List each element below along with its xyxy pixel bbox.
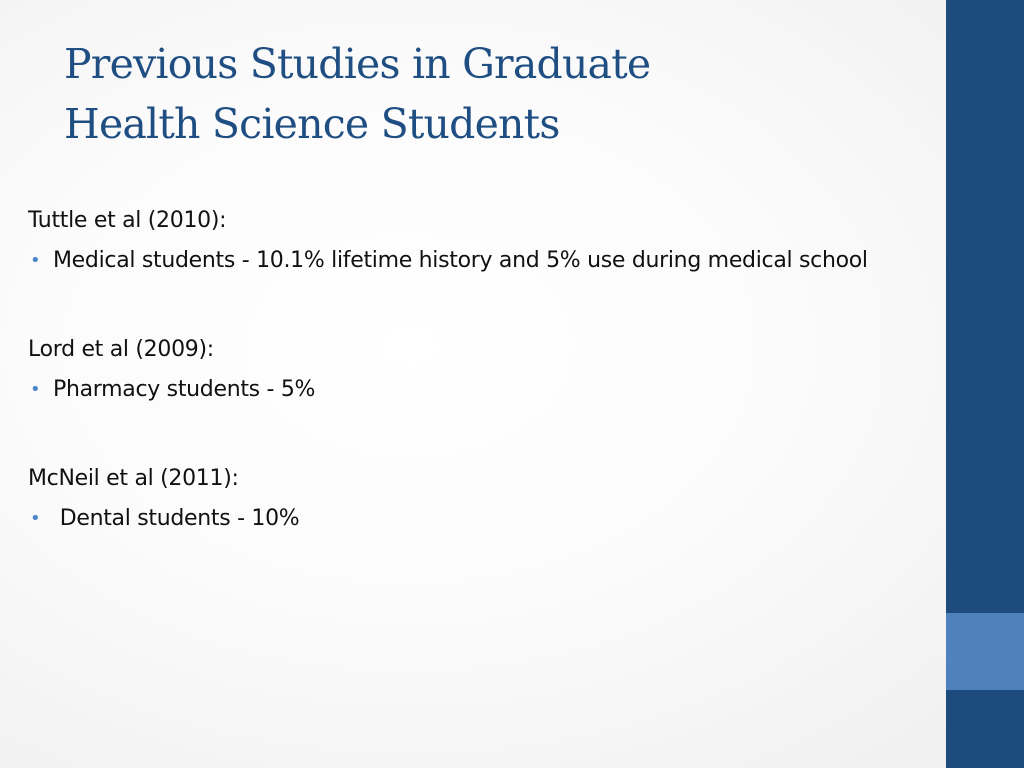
title-line-1: Previous Studies in Graduate xyxy=(64,40,651,88)
sidebar-accent-block xyxy=(946,613,1024,690)
study-group-lord xyxy=(28,330,918,410)
study-bullet-list xyxy=(28,241,918,281)
slide-title xyxy=(64,34,924,154)
bullet-text: Pharmacy students - 5% xyxy=(53,377,316,402)
study-bullet xyxy=(28,370,918,410)
study-bullet-list xyxy=(28,370,918,410)
study-heading: Tuttle et al (2010): xyxy=(28,208,227,233)
bullet-dot-icon: • xyxy=(30,250,41,271)
title-line-2: Health Science Students xyxy=(64,100,560,148)
study-bullet xyxy=(28,499,918,539)
slide-body xyxy=(28,201,918,539)
study-group-mcneil xyxy=(28,459,918,539)
study-heading: McNeil et al (2011): xyxy=(28,466,239,491)
study-bullet-list xyxy=(28,499,918,539)
bullet-dot-icon: • xyxy=(30,379,41,400)
study-group-tuttle xyxy=(28,201,918,281)
study-heading: Lord et al (2009): xyxy=(28,337,214,362)
decorative-sidebar xyxy=(946,0,1024,768)
study-bullet xyxy=(28,241,918,281)
bullet-text: Dental students - 10% xyxy=(53,506,300,531)
bullet-dot-icon: • xyxy=(30,508,41,529)
bullet-text: Medical students - 10.1% lifetime history and 5% use during medical school xyxy=(53,248,868,273)
